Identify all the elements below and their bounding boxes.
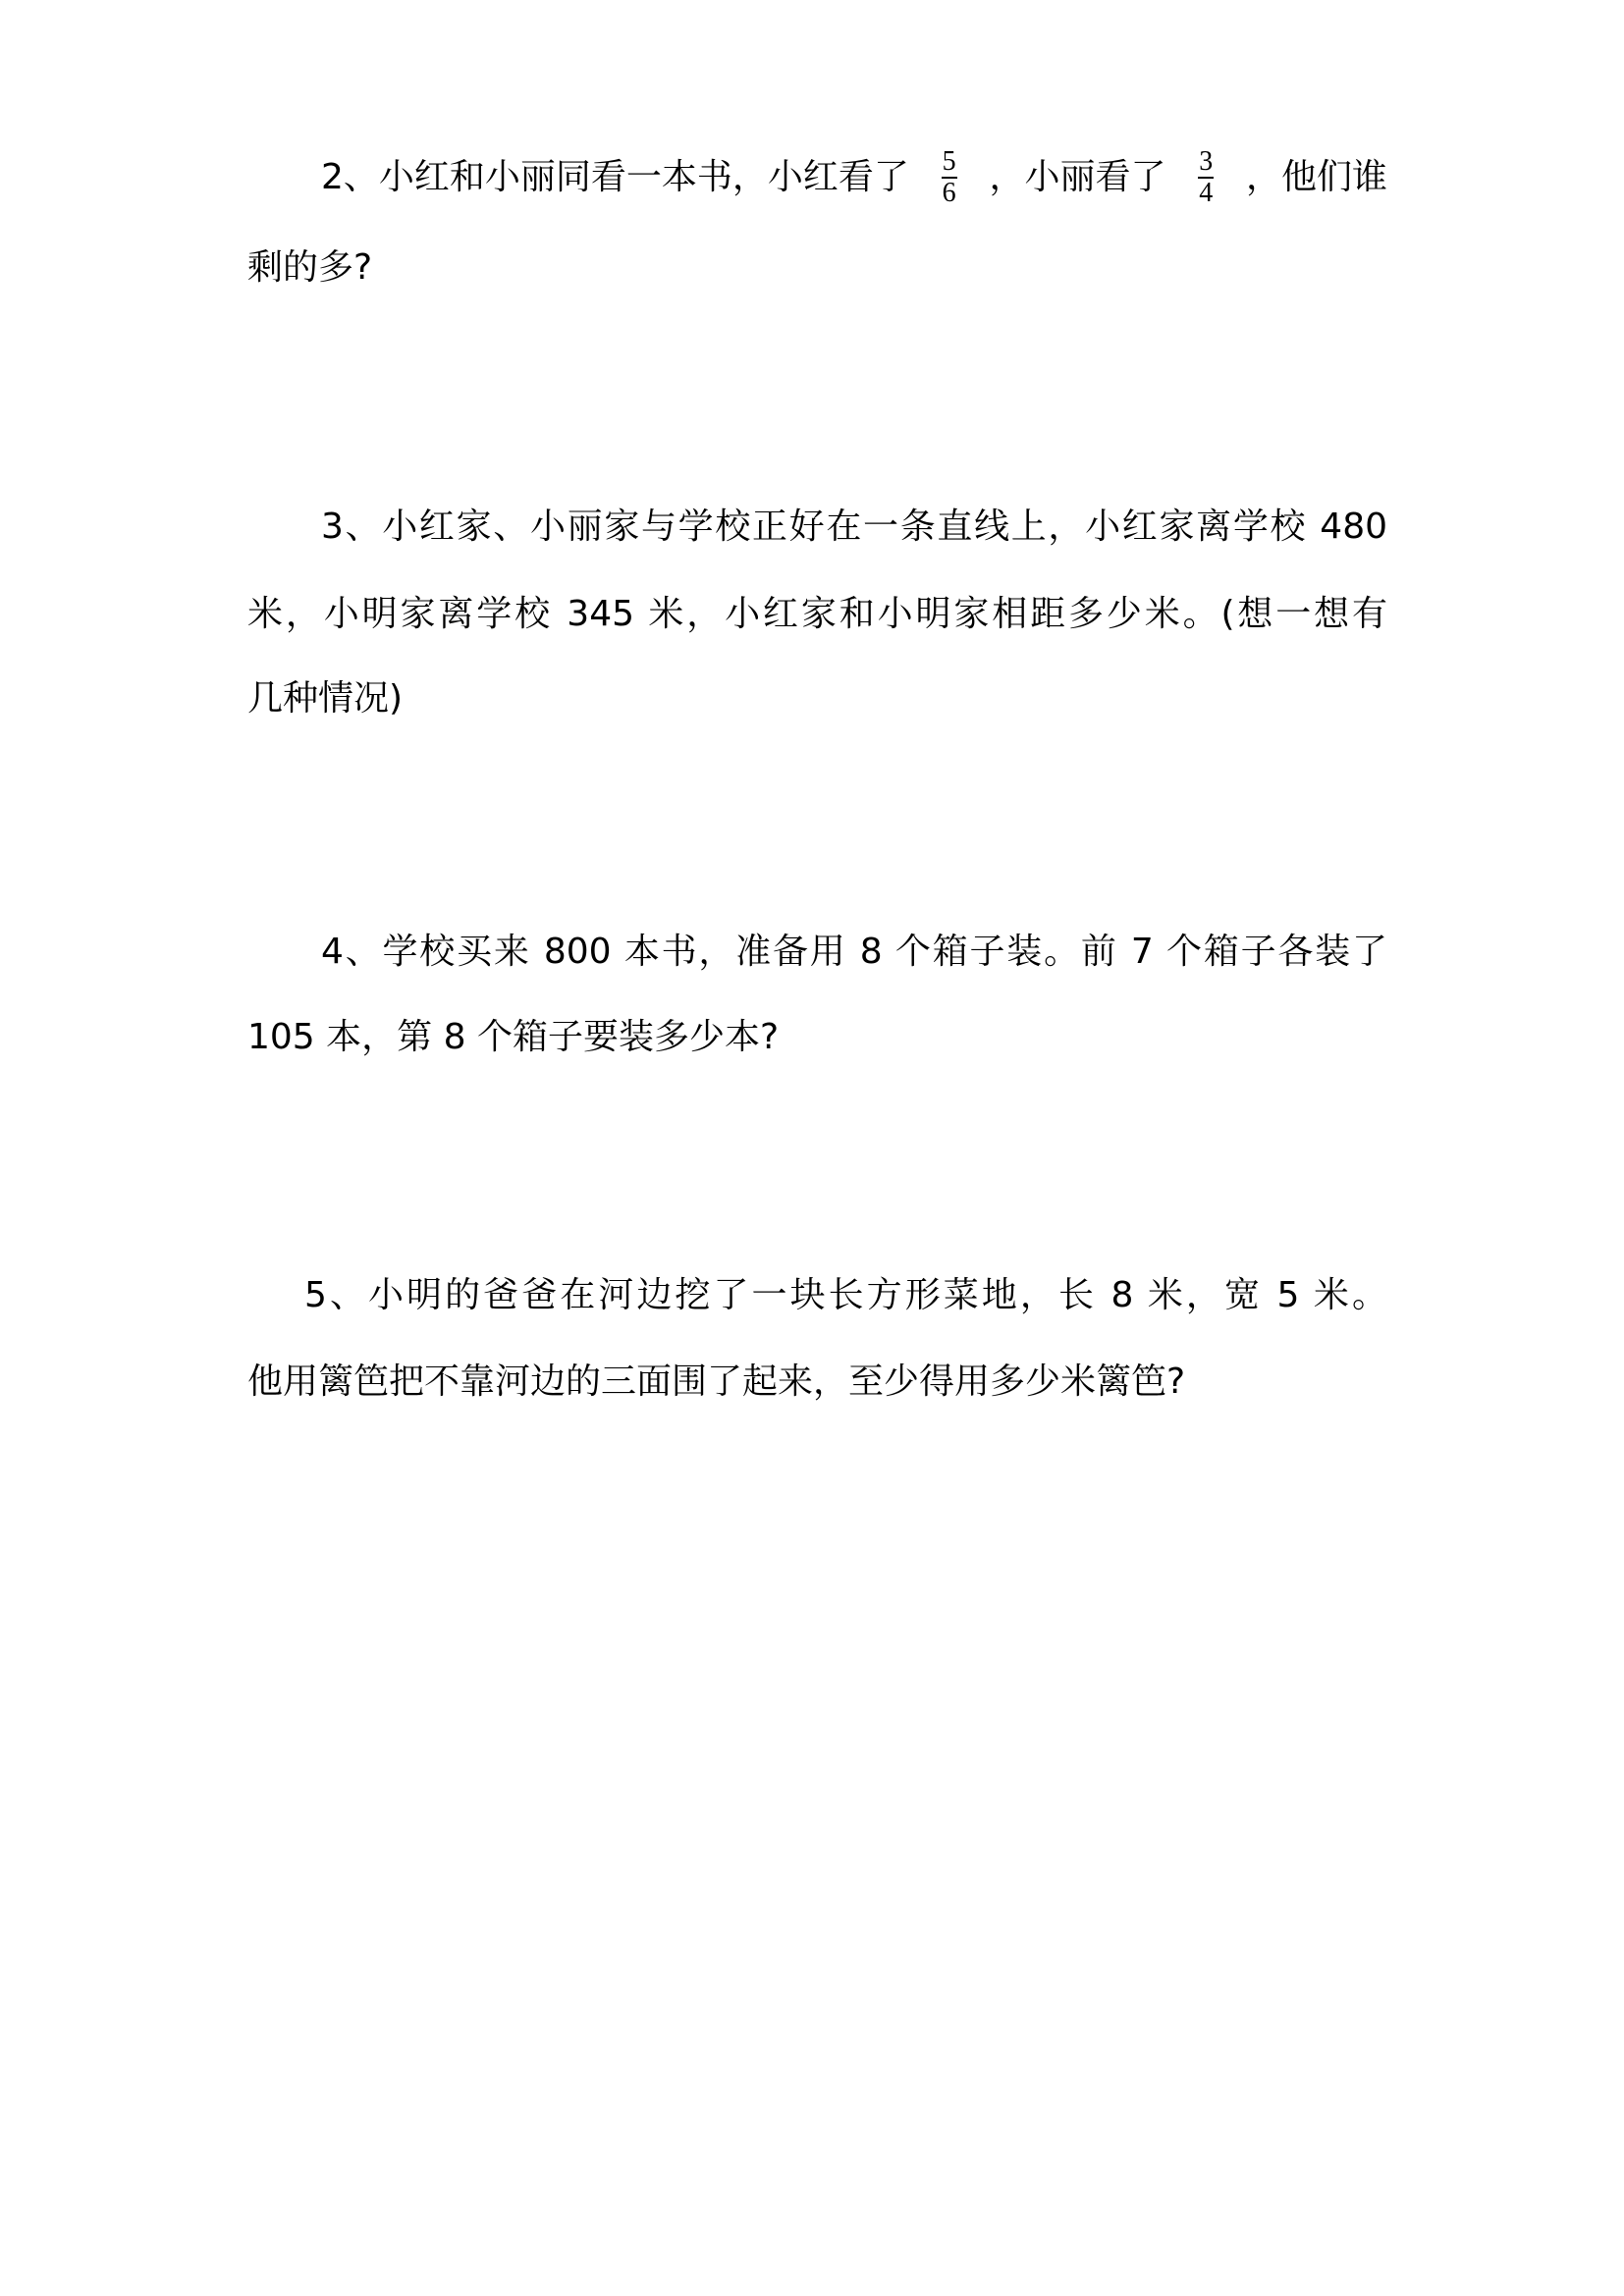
problem-2-line-2: 剩的多? — [247, 247, 373, 288]
fraction-five-sixths — [942, 147, 957, 208]
problem-text: ，小丽看了 — [989, 157, 1166, 197]
problem-4-line-2: 105 本，第 8 个箱子要装多少本? — [247, 1017, 780, 1057]
problem-3-line-3: 几种情况) — [247, 678, 404, 719]
problem-2-line-1 — [321, 147, 1387, 208]
numerator: 5 — [942, 146, 956, 177]
problem-text: 2、小红和小丽同看一本书，小红看了 — [321, 157, 909, 197]
problem-4-line-1: 4、学校买来 800 本书，准备用 8 个箱子装。前 7 个箱子各装了 — [321, 932, 1387, 972]
denominator: 6 — [942, 178, 956, 208]
problem-text: ，他们谁 — [1245, 157, 1387, 197]
problem-5-line-1: 5、小明的爸爸在河边挖了一块长方形菜地，长 8 米，宽 5 米。 — [304, 1275, 1387, 1315]
denominator: 4 — [1199, 178, 1214, 208]
problem-3-line-2: 米，小明家离学校 345 米，小红家和小明家相距多少米。(想一想有 — [247, 594, 1387, 634]
problem-3-line-1: 3、小红家、小丽家与学校正好在一条直线上，小红家离学校 480 — [321, 507, 1387, 547]
problem-5-line-2: 他用篱笆把不靠河边的三面围了起来，至少得用多少米篱笆? — [247, 1362, 1186, 1402]
numerator: 3 — [1199, 146, 1214, 177]
fraction-three-quarters — [1198, 147, 1214, 208]
